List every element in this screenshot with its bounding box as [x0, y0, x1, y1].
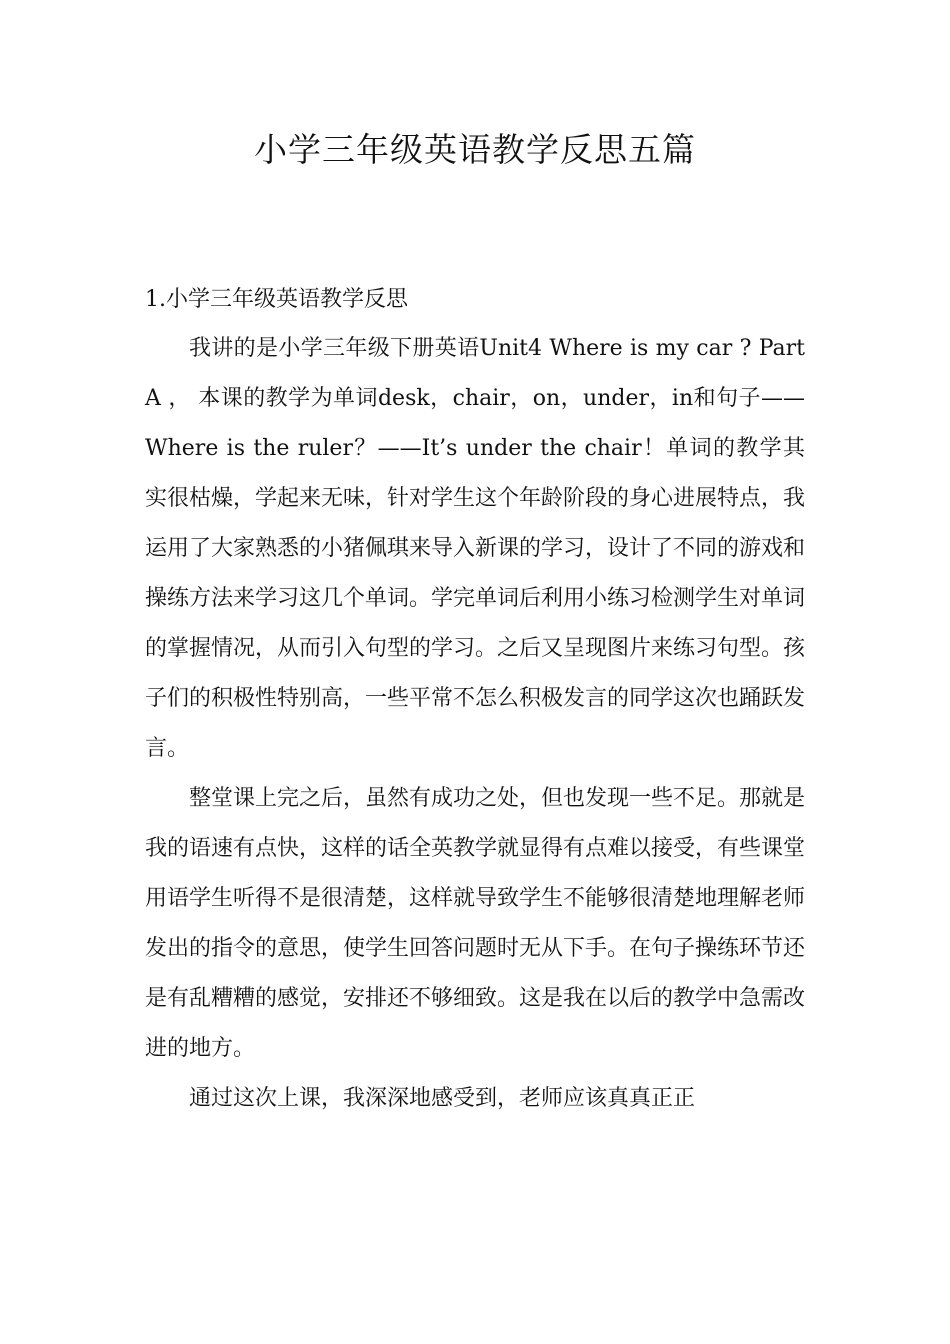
paragraph-2: 整堂课上完之后，虽然有成功之处，但也发现一些不足。那就是我的语速有点快，这样的话全英教学就显得有点难以接受，有些课堂用语学生听得不是很清楚，这样就导致学生不能够很清楚地理解老师发出的指令的意思，使学生回答问题时无从下手。在句子操练环节还是有乱糟糟的感觉，安排还不够细致。这是我在以后的教学中急需改进的地方。 — [145, 786, 806, 1061]
section-heading: 1.小学三年级英语教学反思 — [145, 287, 408, 312]
paragraph-1: 我讲的是小学三年级下册英语Unit4 Where is my car ? PartA ， 本课的教学为单词desk，chair，on，under，in和句子——Where is the ruler？——It’s under the chair！单词的教学其实很枯燥，学起来无味，针对学生这个年龄阶段的身心进展特点，我运用了大家熟悉的小猪佩琪来导入新课的学习，设计了不同的游戏和操练方法来学习这几个单词。学完单词后利用小练习检测学生对单词的掌握情况，从而引入句型的学习。之后又呈现图片来练习句型。孩子们的积极性特别高，一些平常不怎么积极发言的同学这次也踊跃发言。 — [145, 336, 806, 761]
paragraph-3: 通过这次上课，我深深地感受到，老师应该真真正正 — [189, 1086, 696, 1111]
body-text — [145, 324, 805, 1124]
document-title: 小学三年级英语教学反思五篇 — [254, 130, 696, 169]
